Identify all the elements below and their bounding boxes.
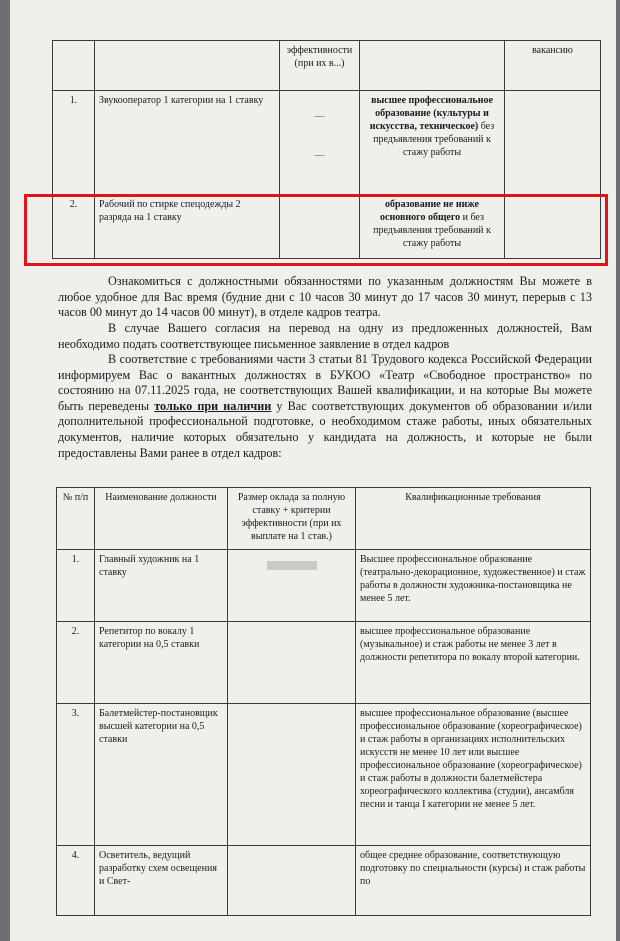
requirements-cell: высшее профессиональное образование (культуры и искусства, техническое) без предъявления требований к стажу работы [360,91,505,195]
paragraph: Ознакомиться с должностными обязанностями по указанным должностям Вы можете в любое удобное для Вас время (будние дни с 10 часов 30 минут до 17 часов 30 минут, перерыв с 13 часов 00 минут до 14 часов 00 минут), в отделе кадров театра. [58,274,592,320]
table-header-row [57,488,591,550]
header-cell: вакансию [505,41,601,91]
requirements-cell: образование не ниже основного общего и без предъявления требований к стажу работы [360,195,505,259]
position-name: Репетитор по вокалу 1 категории на 0,5 ставки [95,622,228,704]
header-salary: Размер оклада за полную ставку + критерии эффективности (при их выплате на 1 став.) [228,488,356,550]
requirements-cell: высшее профессиональное образование (музыкальное) и стаж работы не менее 3 лет в должности репетитора по вокалу второй категории. [356,622,591,704]
requirements-cell: Высшее профессиональное образование (театрально-декорационное, художественное) и стаж работы в должности художника-постановщика не менее 5 лет. [356,550,591,622]
position-name: Звукооператор 1 категории на 1 ставку [95,91,280,195]
table-row: 2. Рабочий по стирке спецодежды 2 разряда на 1 ставку образование не ниже основного общего и без предъявления требований к стажу работы [53,195,601,259]
header-num: № п/п [57,488,95,550]
position-name: Рабочий по стирке спецодежды 2 разряда на 1 ставку [95,195,280,259]
table-row: 4. Осветитель, ведущий разработку схем освещения и Свет- общее среднее образование, соответствующую подготовку по специальности (курсы) и стаж работы по [57,846,591,916]
table-row: 1. Звукооператор 1 категории на 1 ставку — — высшее профессиональное образование (культуры и искусства, техническое) без предъявления требований к стажу работы [53,91,601,195]
vacancy-table-bottom [56,487,591,916]
paragraph: В соответствие с требованиями части 3 статьи 81 Трудового кодекса Российской Федерации информируем Вас о вакантных должностях в БУКОО «Театр «Свободное пространство» по состоянию на 07.11.2025 года, не соответствующих Вашей квалификации, и на которые Вы можете быть переведены только при наличии у Вас соответствующих документов об образовании и/или дополнительной профессиональной подготовке, о необходимом стаже работы, иных обязательных документов, наличие которых обязательно у кандидата на должность, и которые не были предоставлены Вами ранее в отдел кадров: [58,352,592,460]
position-name: Главный художник на 1 ставку [95,550,228,622]
requirements-cell: общее среднее образование, соответствующую подготовку по специальности (курсы) и стаж работы по [356,846,591,916]
position-name: Балетмейстер-постановщик высшей категории на 0,5 ставки [95,704,228,846]
table-row: 1. Главный художник на 1 ставку Высшее профессиональное образование (театрально-декорационное, художественное) и стаж работы в должности художника-постановщика не менее 5 лет. [57,550,591,622]
highlight-box [24,194,608,266]
table-row: 3. Балетмейстер-постановщик высшей категории на 0,5 ставки высшее профессиональное образование (высшее профессиональное образование (хореографическое) и стаж работы в организациях исполнительских искусств не менее 10 лет или высшее профессиональное образование (хореографическое) и стаж работы в должности балетмейстера хореографического коллектива (студии), ансамбля песни и танца I категории не менее 5 лет. [57,704,591,846]
paragraph: В случае Вашего согласия на перевод на одну из предложенных должностей, Вам необходимо подать соответствующее письменное заявление в отдел кадров [58,321,592,351]
requirements-cell: высшее профессиональное образование (высшее профессиональное образование (хореографическое) и стаж работы в организациях исполнительских искусств не менее 10 лет или высшее профессиональное образование (хореографическое) и стаж работы в должности балетмейстера хореографического коллектива (студии), ансамбля песни и танца I категории не менее 5 лет. [356,704,591,846]
header-requirements: Квалификационные требования [356,488,591,550]
table-row [53,41,601,91]
position-name: Осветитель, ведущий разработку схем освещения и Свет- [95,846,228,916]
header-cell: эффективности (при их в...) [280,41,360,91]
table-row: 2. Репетитор по вокалу 1 категории на 0,5 ставки высшее профессиональное образование (музыкальное) и стаж работы не менее 3 лет в должности репетитора по вокалу второй категории. [57,622,591,704]
header-name: Наименование должности [95,488,228,550]
